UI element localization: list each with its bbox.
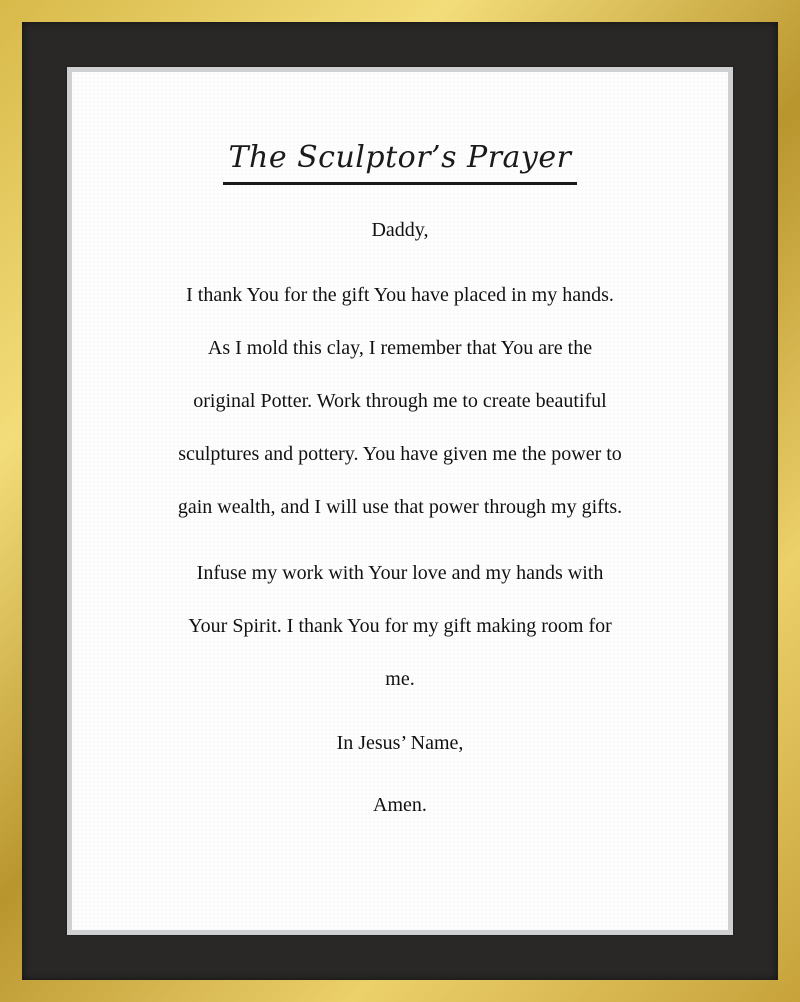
- prayer-line-1: I thank You for the gift You have placed in my hands.: [186, 284, 614, 306]
- closing-line: In Jesus’ Name,: [336, 732, 464, 754]
- prayer-line-8: me.: [385, 668, 415, 690]
- prayer-title: The Sculptor’s Prayer: [223, 136, 578, 185]
- amen-line: Amen.: [373, 794, 427, 816]
- title-container: [0, 136, 800, 185]
- salutation: Daddy,: [371, 219, 429, 241]
- prayer-line-4: sculptures and pottery. You have given me the power to: [178, 443, 622, 465]
- prayer-line-3: original Potter. Work through me to create beautiful: [193, 390, 607, 412]
- prayer-line-2: As I mold this clay, I remember that You are the: [207, 337, 593, 359]
- prayer-line-6: Infuse my work with Your love and my hands with: [196, 562, 604, 584]
- prayer-line-5: gain wealth, and I will use that power through my gifts.: [177, 496, 623, 518]
- prayer-line-7: Your Spirit. I thank You for my gift making room for: [188, 615, 612, 637]
